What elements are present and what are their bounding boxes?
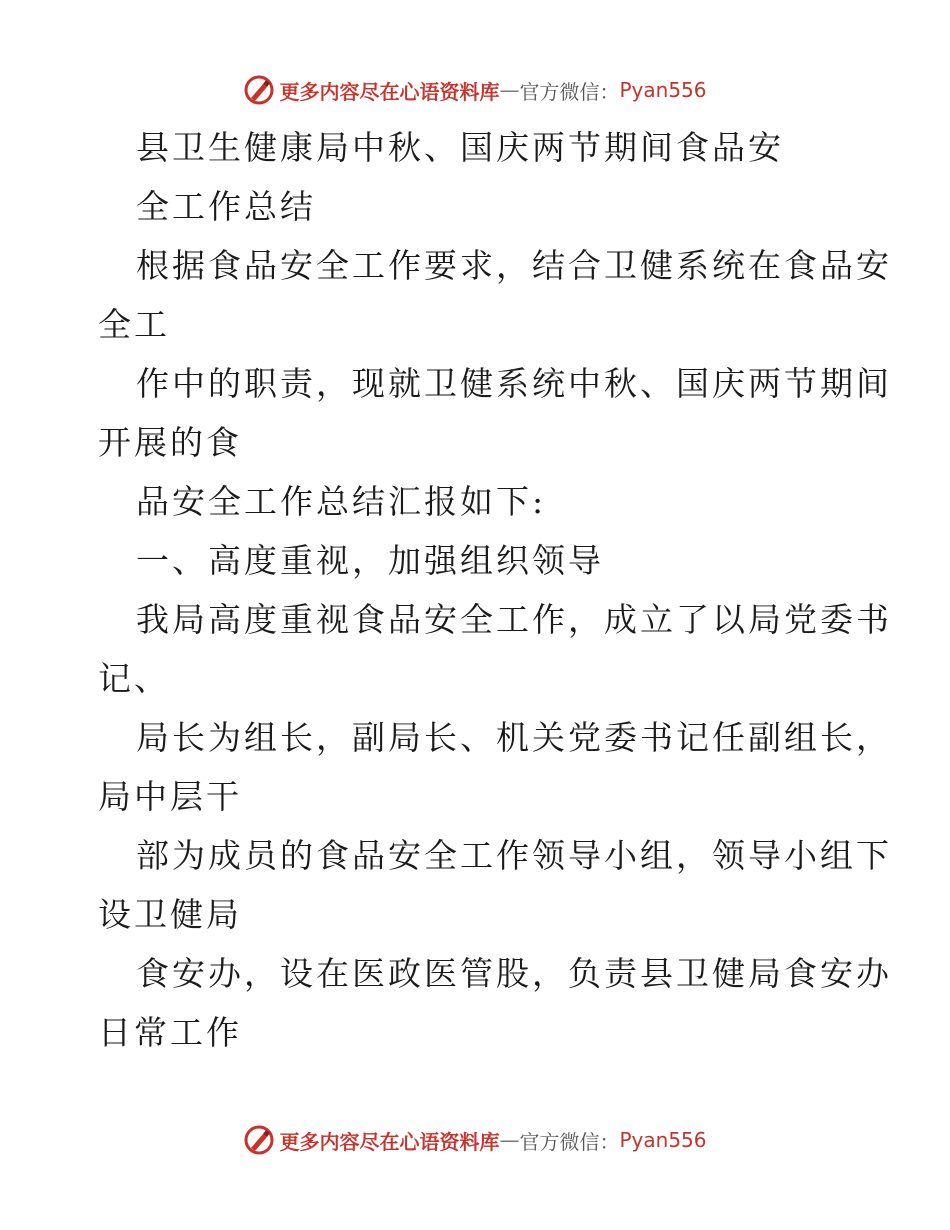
paragraph-line: 局长为组长，副局长、机关党委书记任副组长，: [136, 718, 892, 757]
watermark-wechat-id: Pyan556: [619, 1128, 707, 1152]
paragraph-line: 全工: [98, 305, 170, 344]
paragraph-line: 记、: [98, 659, 170, 698]
watermark-wechat-label: 官方微信：: [519, 79, 620, 104]
paragraph-line: 品安全工作总结汇报如下:: [136, 482, 547, 521]
pen-logo-icon: [243, 1124, 275, 1156]
doc-title-line-2: 全工作总结: [136, 187, 316, 226]
paragraph-line: 设卫健局: [98, 895, 242, 934]
paragraph-line: 开展的食: [98, 423, 242, 462]
watermark-wechat-label: 官方微信：: [519, 1129, 620, 1154]
watermark-brand: 更多内容尽在心语资料库: [279, 79, 500, 104]
paragraph-line: 部为成员的食品安全工作领导小组，领导小组下: [136, 836, 892, 875]
watermark-wechat-id: Pyan556: [619, 78, 707, 102]
document-body: [98, 118, 892, 1062]
paragraph-line: 根据食品安全工作要求，结合卫健系统在食品安: [136, 246, 892, 285]
paragraph-line: 局中层干: [98, 777, 242, 816]
footer-watermark: [0, 1120, 950, 1160]
watermark-separator: —: [499, 78, 520, 102]
paragraph-line: 作中的职责，现就卫健系统中秋、国庆两节期间: [136, 364, 892, 403]
doc-title-line-1: 县卫生健康局中秋、国庆两节期间食品安: [136, 128, 784, 167]
header-watermark: [0, 70, 950, 110]
watermark-brand: 更多内容尽在心语资料库: [279, 1129, 500, 1154]
section-heading: 一、高度重视，加强组织领导: [136, 541, 604, 580]
watermark-separator: —: [499, 1128, 520, 1152]
paragraph-line: 日常工作: [98, 1013, 242, 1052]
paragraph-line: 我局高度重视食品安全工作，成立了以局党委书: [136, 600, 892, 639]
pen-logo-icon: [243, 74, 275, 106]
paragraph-line: 食安办，设在医政医管股，负责县卫健局食安办: [136, 954, 892, 993]
